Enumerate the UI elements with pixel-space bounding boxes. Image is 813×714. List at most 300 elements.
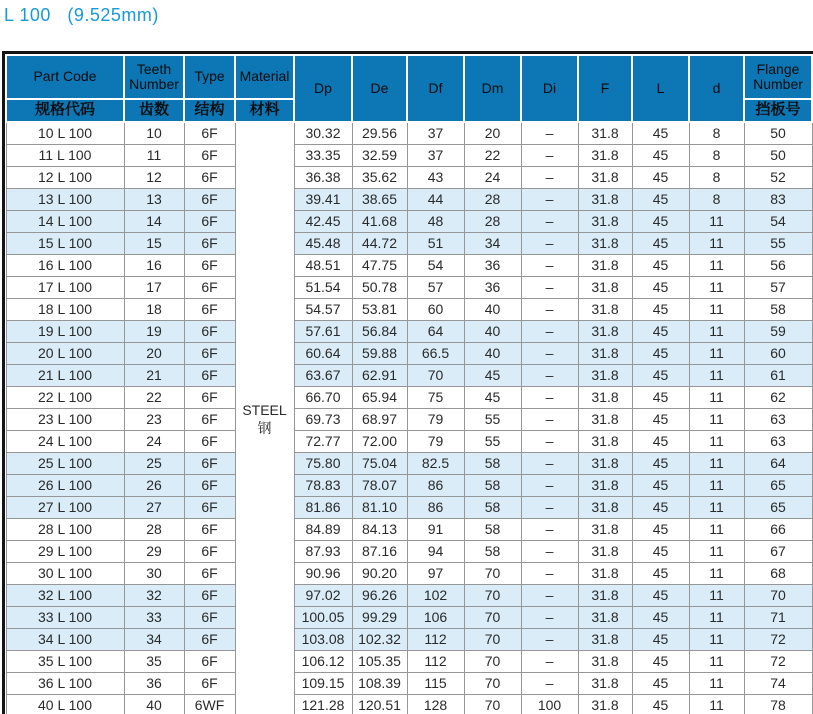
cell-teeth: 36 [124,672,184,694]
cell-f: 31.8 [578,386,632,408]
cell-de: 68.97 [352,408,407,430]
cell-l: 45 [632,144,689,166]
cell-teeth: 33 [124,606,184,628]
cell-dp: 48.51 [294,254,352,276]
cell-f: 31.8 [578,408,632,430]
cell-df: 97 [407,562,464,584]
cell-teeth: 11 [124,144,184,166]
cell-d: 11 [689,342,744,364]
table-row [6,364,812,386]
cell-teeth: 12 [124,166,184,188]
cell-dm: 36 [464,276,521,298]
cell-l: 45 [632,188,689,210]
cell-flange: 83 [744,188,812,210]
cell-de: 108.39 [352,672,407,694]
cell-d: 11 [689,562,744,584]
cell-di: – [521,386,578,408]
col-header-flange-number-zh: 挡板号 [744,99,812,122]
cell-df: 75 [407,386,464,408]
cell-f: 31.8 [578,144,632,166]
cell-type: 6F [184,144,235,166]
cell-teeth: 19 [124,320,184,342]
cell-df: 79 [407,430,464,452]
cell-df: 112 [407,650,464,672]
cell-d: 11 [689,210,744,232]
cell-dp: 72.77 [294,430,352,452]
cell-teeth: 15 [124,232,184,254]
table-row [6,584,812,606]
cell-de: 62.91 [352,364,407,386]
cell-dm: 70 [464,606,521,628]
table-body [6,122,812,714]
cell-de: 102.32 [352,628,407,650]
cell-type: 6F [184,210,235,232]
cell-l: 45 [632,342,689,364]
cell-type: 6F [184,166,235,188]
cell-dm: 58 [464,452,521,474]
cell-df: 128 [407,694,464,714]
cell-teeth: 18 [124,298,184,320]
cell-part-code: 28 L 100 [6,518,124,540]
cell-dm: 70 [464,650,521,672]
table-row [6,254,812,276]
cell-teeth: 24 [124,430,184,452]
cell-di: – [521,430,578,452]
cell-dm: 20 [464,122,521,144]
cell-dm: 24 [464,166,521,188]
col-header-l: L [632,55,689,122]
table-row [6,606,812,628]
cell-type: 6F [184,584,235,606]
table-row [6,122,812,144]
cell-d: 11 [689,518,744,540]
cell-de: 84.13 [352,518,407,540]
cell-f: 31.8 [578,540,632,562]
col-header-part-code: Part Code [6,55,124,99]
cell-dm: 40 [464,342,521,364]
cell-material-merged [235,122,294,714]
cell-de: 38.65 [352,188,407,210]
cell-l: 45 [632,232,689,254]
cell-dp: 60.64 [294,342,352,364]
cell-l: 45 [632,452,689,474]
cell-part-code: 13 L 100 [6,188,124,210]
table-row [6,452,812,474]
cell-dp: 51.54 [294,276,352,298]
cell-d: 11 [689,232,744,254]
cell-df: 57 [407,276,464,298]
cell-dm: 45 [464,364,521,386]
cell-dp: 81.86 [294,496,352,518]
cell-df: 60 [407,298,464,320]
cell-part-code: 25 L 100 [6,452,124,474]
col-header-de: De [352,55,407,122]
cell-type: 6F [184,606,235,628]
cell-di: – [521,584,578,606]
cell-d: 11 [689,254,744,276]
cell-teeth: 28 [124,518,184,540]
table-row [6,210,812,232]
cell-di: – [521,298,578,320]
col-header-dp: Dp [294,55,352,122]
cell-l: 45 [632,210,689,232]
table-row [6,320,812,342]
cell-flange: 78 [744,694,812,714]
table-row [6,408,812,430]
cell-teeth: 21 [124,364,184,386]
cell-di: – [521,650,578,672]
cell-f: 31.8 [578,562,632,584]
col-header-teeth-number-zh: 齿数 [124,99,184,122]
cell-de: 47.75 [352,254,407,276]
table-row [6,430,812,452]
cell-l: 45 [632,672,689,694]
cell-type: 6F [184,452,235,474]
cell-dm: 40 [464,298,521,320]
cell-dm: 70 [464,562,521,584]
cell-dm: 70 [464,672,521,694]
cell-d: 8 [689,122,744,144]
cell-d: 11 [689,606,744,628]
cell-dp: 30.32 [294,122,352,144]
cell-di: – [521,210,578,232]
cell-flange: 60 [744,342,812,364]
cell-df: 102 [407,584,464,606]
cell-di: – [521,474,578,496]
cell-d: 11 [689,694,744,714]
cell-teeth: 35 [124,650,184,672]
cell-teeth: 14 [124,210,184,232]
cell-d: 11 [689,430,744,452]
cell-di: – [521,232,578,254]
cell-dp: 84.89 [294,518,352,540]
cell-flange: 52 [744,166,812,188]
col-header-material: Material [235,55,294,99]
cell-flange: 63 [744,408,812,430]
cell-f: 31.8 [578,276,632,298]
cell-flange: 65 [744,496,812,518]
cell-type: 6WF [184,694,235,714]
cell-type: 6F [184,562,235,584]
cell-teeth: 13 [124,188,184,210]
cell-teeth: 20 [124,342,184,364]
table-row [6,342,812,364]
cell-df: 82.5 [407,452,464,474]
cell-type: 6F [184,540,235,562]
cell-de: 41.68 [352,210,407,232]
cell-teeth: 32 [124,584,184,606]
cell-dm: 55 [464,430,521,452]
cell-de: 32.59 [352,144,407,166]
cell-d: 11 [689,584,744,606]
cell-de: 105.35 [352,650,407,672]
cell-part-code: 30 L 100 [6,562,124,584]
cell-di: – [521,540,578,562]
cell-df: 54 [407,254,464,276]
cell-teeth: 34 [124,628,184,650]
cell-de: 53.81 [352,298,407,320]
cell-teeth: 27 [124,496,184,518]
cell-part-code: 24 L 100 [6,430,124,452]
cell-dm: 36 [464,254,521,276]
cell-type: 6F [184,408,235,430]
cell-di: 100 [521,694,578,714]
cell-part-code: 21 L 100 [6,364,124,386]
cell-de: 35.62 [352,166,407,188]
cell-dp: 63.67 [294,364,352,386]
cell-d: 11 [689,386,744,408]
cell-type: 6F [184,342,235,364]
cell-dp: 36.38 [294,166,352,188]
cell-d: 8 [689,188,744,210]
cell-type: 6F [184,518,235,540]
cell-di: – [521,452,578,474]
cell-f: 31.8 [578,364,632,386]
cell-dp: 75.80 [294,452,352,474]
cell-l: 45 [632,496,689,518]
cell-de: 99.29 [352,606,407,628]
cell-f: 31.8 [578,188,632,210]
cell-de: 120.51 [352,694,407,714]
cell-type: 6F [184,386,235,408]
cell-flange: 65 [744,474,812,496]
col-header-type-zh: 结构 [184,99,235,122]
cell-dm: 40 [464,320,521,342]
cell-l: 45 [632,584,689,606]
cell-teeth: 10 [124,122,184,144]
cell-df: 112 [407,628,464,650]
cell-l: 45 [632,364,689,386]
cell-d: 11 [689,474,744,496]
cell-part-code: 29 L 100 [6,540,124,562]
header-row-en [6,55,812,99]
table-row [6,188,812,210]
cell-de: 59.88 [352,342,407,364]
cell-part-code: 17 L 100 [6,276,124,298]
cell-de: 29.56 [352,122,407,144]
cell-dm: 70 [464,694,521,714]
cell-dp: 42.45 [294,210,352,232]
cell-d: 8 [689,166,744,188]
cell-type: 6F [184,496,235,518]
cell-de: 87.16 [352,540,407,562]
cell-f: 31.8 [578,320,632,342]
table-row [6,650,812,672]
cell-f: 31.8 [578,672,632,694]
cell-f: 31.8 [578,342,632,364]
cell-l: 45 [632,650,689,672]
cell-type: 6F [184,232,235,254]
cell-part-code: 32 L 100 [6,584,124,606]
cell-dp: 45.48 [294,232,352,254]
cell-l: 45 [632,518,689,540]
cell-part-code: 11 L 100 [6,144,124,166]
cell-d: 8 [689,144,744,166]
table-row [6,232,812,254]
cell-f: 31.8 [578,694,632,714]
cell-dm: 70 [464,628,521,650]
col-header-material-zh: 材料 [235,99,294,122]
cell-di: – [521,496,578,518]
table-row [6,540,812,562]
cell-type: 6F [184,364,235,386]
cell-df: 64 [407,320,464,342]
col-header-df: Df [407,55,464,122]
cell-type: 6F [184,188,235,210]
cell-de: 90.20 [352,562,407,584]
cell-flange: 64 [744,452,812,474]
col-header-type: Type [184,55,235,99]
cell-dp: 106.12 [294,650,352,672]
cell-part-code: 22 L 100 [6,386,124,408]
cell-type: 6F [184,320,235,342]
cell-flange: 68 [744,562,812,584]
cell-part-code: 26 L 100 [6,474,124,496]
cell-dm: 70 [464,584,521,606]
cell-d: 11 [689,320,744,342]
cell-df: 70 [407,364,464,386]
cell-type: 6F [184,298,235,320]
col-header-f: F [578,55,632,122]
cell-flange: 74 [744,672,812,694]
cell-df: 44 [407,188,464,210]
cell-flange: 61 [744,364,812,386]
table-row [6,144,812,166]
cell-f: 31.8 [578,518,632,540]
col-header-di: Di [521,55,578,122]
cell-type: 6F [184,430,235,452]
cell-l: 45 [632,166,689,188]
spec-table [5,54,813,714]
cell-part-code: 27 L 100 [6,496,124,518]
cell-dp: 66.70 [294,386,352,408]
table-row [6,386,812,408]
cell-teeth: 17 [124,276,184,298]
cell-type: 6F [184,254,235,276]
cell-di: – [521,144,578,166]
cell-part-code: 33 L 100 [6,606,124,628]
cell-df: 48 [407,210,464,232]
cell-de: 78.07 [352,474,407,496]
cell-de: 81.10 [352,496,407,518]
cell-df: 106 [407,606,464,628]
cell-flange: 50 [744,122,812,144]
cell-de: 56.84 [352,320,407,342]
cell-de: 75.04 [352,452,407,474]
cell-di: – [521,122,578,144]
cell-dm: 58 [464,474,521,496]
cell-di: – [521,628,578,650]
table-row [6,166,812,188]
cell-dp: 87.93 [294,540,352,562]
cell-dp: 33.35 [294,144,352,166]
cell-d: 11 [689,496,744,518]
table-header [6,55,812,122]
cell-type: 6F [184,474,235,496]
cell-flange: 71 [744,606,812,628]
cell-di: – [521,408,578,430]
cell-flange: 66 [744,518,812,540]
cell-d: 11 [689,452,744,474]
cell-part-code: 18 L 100 [6,298,124,320]
cell-df: 115 [407,672,464,694]
spec-table-frame [2,51,813,714]
page-title: L 100 (9.525mm) [4,5,159,25]
cell-type: 6F [184,122,235,144]
cell-f: 31.8 [578,122,632,144]
cell-f: 31.8 [578,210,632,232]
cell-d: 11 [689,672,744,694]
cell-de: 72.00 [352,430,407,452]
cell-part-code: 10 L 100 [6,122,124,144]
cell-part-code: 16 L 100 [6,254,124,276]
cell-part-code: 34 L 100 [6,628,124,650]
cell-df: 94 [407,540,464,562]
cell-l: 45 [632,606,689,628]
cell-df: 86 [407,474,464,496]
cell-dp: 39.41 [294,188,352,210]
cell-df: 37 [407,122,464,144]
table-row [6,694,812,714]
cell-flange: 50 [744,144,812,166]
cell-f: 31.8 [578,584,632,606]
cell-f: 31.8 [578,606,632,628]
cell-f: 31.8 [578,452,632,474]
cell-part-code: 19 L 100 [6,320,124,342]
cell-l: 45 [632,430,689,452]
cell-dm: 34 [464,232,521,254]
table-row [6,298,812,320]
cell-teeth: 40 [124,694,184,714]
cell-df: 43 [407,166,464,188]
cell-di: – [521,254,578,276]
cell-di: – [521,518,578,540]
cell-flange: 63 [744,430,812,452]
cell-d: 11 [689,298,744,320]
cell-flange: 58 [744,298,812,320]
cell-teeth: 16 [124,254,184,276]
cell-dm: 58 [464,518,521,540]
cell-d: 11 [689,364,744,386]
cell-teeth: 25 [124,452,184,474]
cell-dp: 121.28 [294,694,352,714]
cell-teeth: 26 [124,474,184,496]
cell-df: 86 [407,496,464,518]
cell-l: 45 [632,386,689,408]
cell-l: 45 [632,298,689,320]
cell-dp: 69.73 [294,408,352,430]
cell-type: 6F [184,276,235,298]
material-en: STEEL [242,402,287,419]
cell-f: 31.8 [578,496,632,518]
cell-de: 96.26 [352,584,407,606]
cell-flange: 57 [744,276,812,298]
cell-d: 11 [689,650,744,672]
cell-part-code: 14 L 100 [6,210,124,232]
cell-d: 11 [689,276,744,298]
cell-di: – [521,672,578,694]
cell-dm: 45 [464,386,521,408]
cell-teeth: 30 [124,562,184,584]
table-row [6,496,812,518]
cell-dm: 22 [464,144,521,166]
cell-l: 45 [632,276,689,298]
cell-l: 45 [632,628,689,650]
cell-f: 31.8 [578,298,632,320]
cell-df: 37 [407,144,464,166]
cell-flange: 62 [744,386,812,408]
cell-di: – [521,364,578,386]
